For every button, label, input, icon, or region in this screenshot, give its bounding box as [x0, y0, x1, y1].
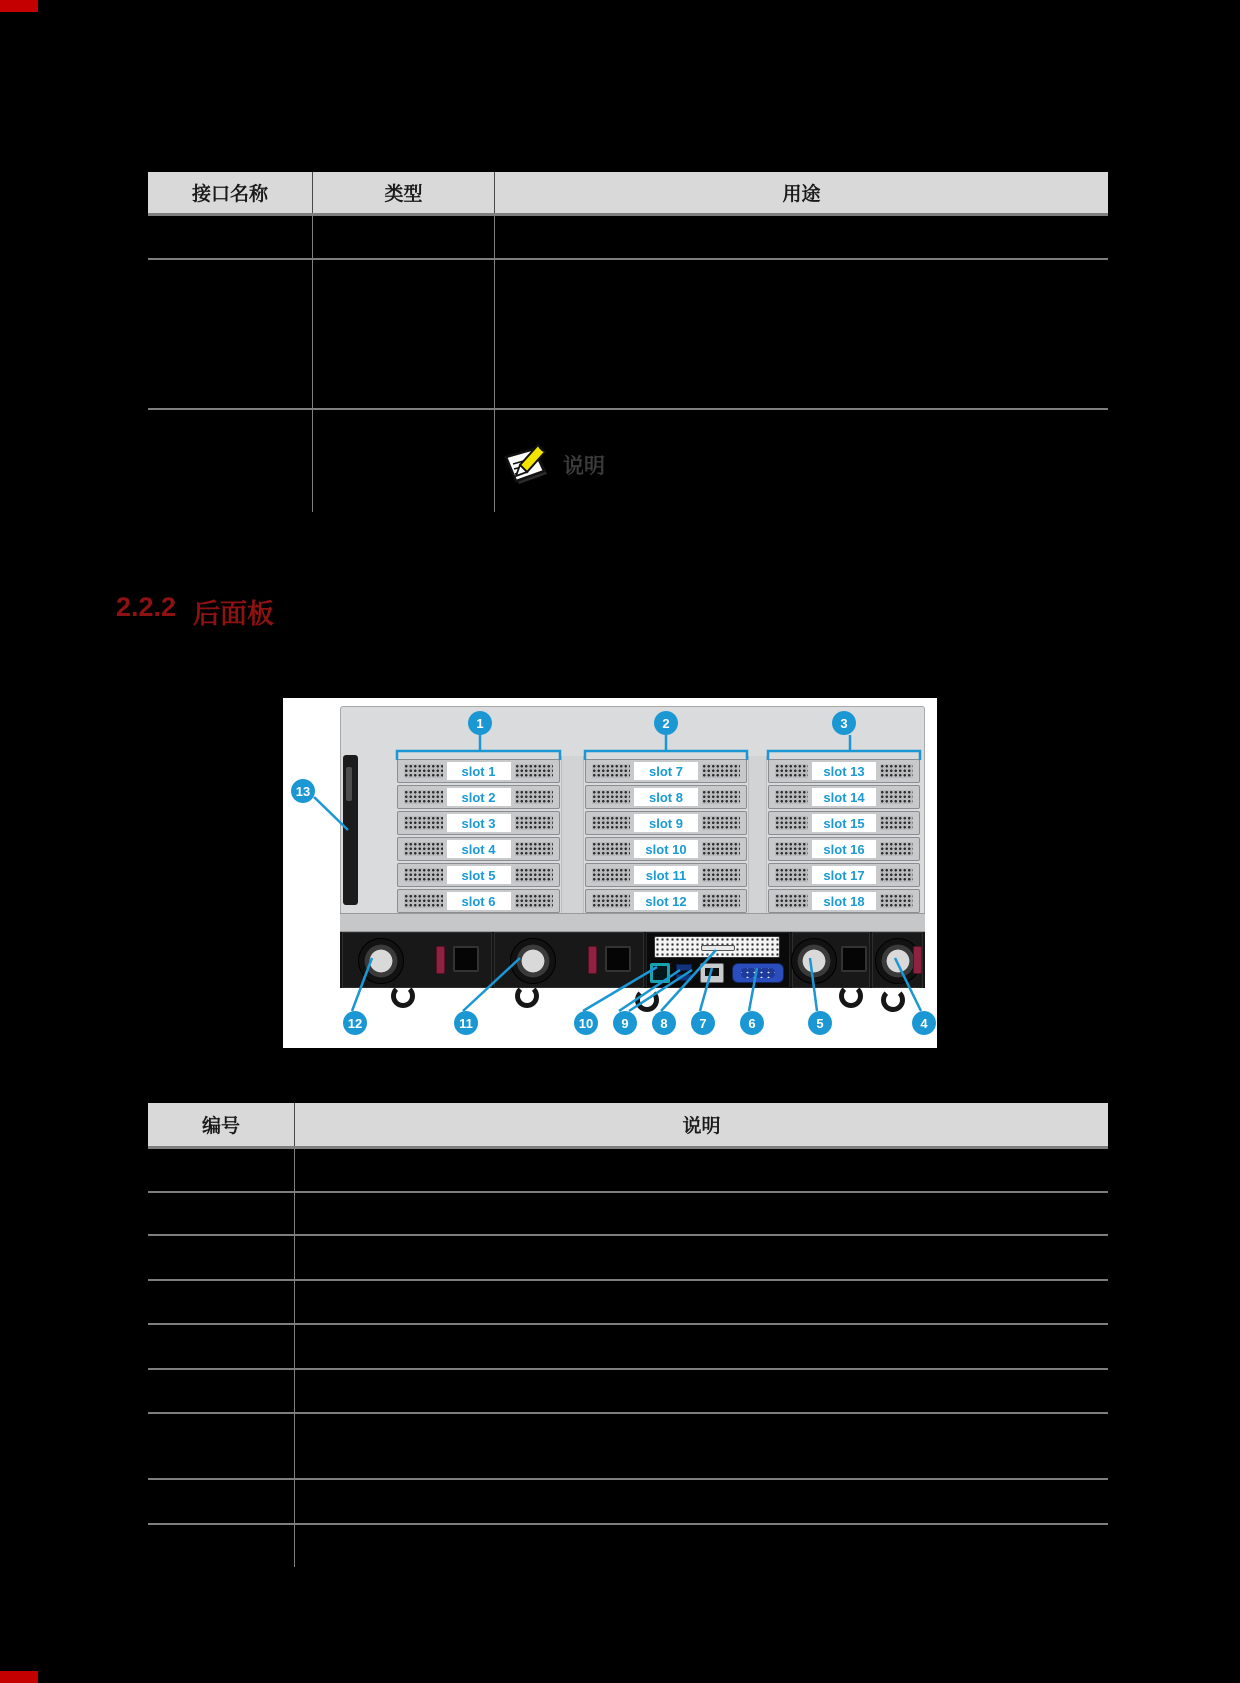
interface-table-header	[148, 172, 1108, 216]
callout-4: 4	[912, 1011, 936, 1035]
vent-grille	[702, 816, 740, 830]
power-inlet	[841, 946, 867, 972]
power-inlet	[605, 946, 631, 972]
vga-port	[732, 963, 784, 983]
slot-module	[585, 785, 747, 809]
callout-3: 3	[832, 711, 856, 735]
usb-port	[676, 974, 692, 981]
vent-grille	[404, 764, 443, 778]
power-cable	[515, 984, 539, 1008]
vent-grille	[404, 894, 443, 908]
slot-label: slot 13	[812, 762, 876, 780]
callout-5: 5	[808, 1011, 832, 1035]
slot-module	[585, 863, 747, 887]
vent-grille	[592, 764, 630, 778]
psu-fan	[358, 938, 404, 984]
red-corner-marker-bottom	[0, 1671, 38, 1683]
ocp-card	[654, 936, 780, 958]
slot-module	[768, 759, 920, 783]
vent-grille	[404, 868, 443, 882]
chassis-band	[340, 913, 925, 932]
slot-label: slot 16	[812, 840, 876, 858]
vent-grille	[702, 764, 740, 778]
callout-10: 10	[574, 1011, 598, 1035]
section-heading	[116, 592, 274, 631]
slot-label: slot 18	[812, 892, 876, 910]
slot-module	[397, 785, 560, 809]
col-header-interface-name: 接口名称	[148, 172, 313, 213]
col-header-purpose: 用途	[782, 184, 821, 205]
chassis-divider	[561, 756, 584, 916]
power-supply	[792, 932, 870, 988]
callout-6: 6	[740, 1011, 764, 1035]
note-pencil-icon	[504, 441, 550, 489]
chassis-handle	[343, 755, 358, 905]
table-row	[148, 1480, 1108, 1525]
psu-fan	[791, 938, 837, 984]
callout-1: 1	[468, 711, 492, 735]
table-row	[148, 410, 1108, 512]
power-cable	[881, 988, 905, 1012]
vent-grille	[592, 842, 630, 856]
col-header-description: 说明	[682, 1116, 721, 1137]
col-header-number: 编号	[148, 1103, 295, 1146]
slot-label: slot 2	[447, 788, 511, 806]
table-row	[148, 260, 1108, 410]
power-cable	[391, 984, 415, 1008]
power-supply	[494, 932, 644, 988]
section-number: 2.2.2	[116, 592, 177, 622]
slot-label: slot 1	[447, 762, 511, 780]
psu-latch-clip	[588, 946, 597, 974]
vent-grille	[404, 816, 443, 830]
psu-fan	[510, 938, 556, 984]
callout-9: 9	[613, 1011, 637, 1035]
legend-table	[148, 1103, 1108, 1567]
vent-grille	[775, 868, 808, 882]
slot-label: slot 5	[447, 866, 511, 884]
slot-module	[768, 811, 920, 835]
slot-module	[585, 759, 747, 783]
slot-module	[397, 863, 560, 887]
vent-grille	[404, 790, 443, 804]
slot-label: slot 10	[634, 840, 698, 858]
psu-io-row	[340, 932, 925, 988]
slot-module	[768, 785, 920, 809]
slot-module	[585, 889, 747, 913]
slot-label: slot 17	[812, 866, 876, 884]
psu-latch-clip	[913, 946, 922, 974]
table-row	[148, 1193, 1108, 1236]
interface-table	[148, 172, 1108, 512]
vent-grille	[880, 790, 913, 804]
vent-grille	[880, 894, 913, 908]
callout-2: 2	[654, 711, 678, 735]
slot-module	[397, 759, 560, 783]
slot-label: slot 6	[447, 892, 511, 910]
note-label: 说明	[563, 455, 605, 478]
col-header-type: 类型	[313, 172, 495, 213]
slot-module	[397, 837, 560, 861]
callout-13: 13	[291, 779, 315, 803]
slot-label: slot 4	[447, 840, 511, 858]
slot-label: slot 11	[634, 866, 698, 884]
vent-grille	[702, 842, 740, 856]
vent-grille	[880, 816, 913, 830]
slot-module	[768, 863, 920, 887]
slot-label: slot 14	[812, 788, 876, 806]
table-row	[148, 1149, 1108, 1193]
table-row	[148, 1236, 1108, 1281]
vent-grille	[775, 790, 808, 804]
vent-grille	[404, 842, 443, 856]
slot-label: slot 8	[634, 788, 698, 806]
vent-grille	[515, 816, 554, 830]
power-supply	[872, 932, 923, 988]
slot-module	[585, 811, 747, 835]
vent-grille	[515, 842, 554, 856]
vent-grille	[515, 868, 554, 882]
chassis-divider	[748, 756, 767, 916]
vent-grille	[515, 894, 554, 908]
slot-module	[397, 811, 560, 835]
vent-grille	[775, 842, 808, 856]
table-row	[148, 216, 1108, 260]
management-ethernet-port	[650, 963, 670, 983]
vent-grille	[592, 868, 630, 882]
vent-grille	[515, 764, 554, 778]
slot-label: slot 15	[812, 814, 876, 832]
callout-7: 7	[691, 1011, 715, 1035]
red-corner-marker-top	[0, 0, 38, 12]
ethernet-port	[700, 963, 724, 983]
section-title: 后面板	[193, 599, 275, 629]
legend-table-header	[148, 1103, 1108, 1149]
table-row	[148, 1414, 1108, 1480]
vent-grille	[880, 868, 913, 882]
vent-grille	[775, 764, 808, 778]
rear-panel-figure	[283, 698, 937, 1048]
table-row	[148, 1281, 1108, 1325]
slot-module	[768, 889, 920, 913]
slot-label: slot 12	[634, 892, 698, 910]
slot-label: slot 7	[634, 762, 698, 780]
power-cable	[635, 988, 659, 1012]
slot-module	[585, 837, 747, 861]
vent-grille	[702, 894, 740, 908]
vent-grille	[702, 790, 740, 804]
vent-grille	[592, 790, 630, 804]
slot-label: slot 3	[447, 814, 511, 832]
io-panel	[646, 932, 790, 988]
callout-12: 12	[343, 1011, 367, 1035]
vent-grille	[592, 894, 630, 908]
vent-grille	[880, 842, 913, 856]
psu-latch-clip	[436, 946, 445, 974]
vent-grille	[775, 816, 808, 830]
vent-grille	[880, 764, 913, 778]
power-supply	[342, 932, 492, 988]
vent-grille	[702, 868, 740, 882]
power-cable	[839, 984, 863, 1008]
slot-label: slot 9	[634, 814, 698, 832]
table-row	[148, 1370, 1108, 1414]
slot-module	[397, 889, 560, 913]
callout-11: 11	[454, 1011, 478, 1035]
callout-8: 8	[652, 1011, 676, 1035]
usb-port	[676, 964, 692, 971]
vent-grille	[592, 816, 630, 830]
note-callout	[495, 410, 1108, 489]
vent-grille	[775, 894, 808, 908]
power-inlet	[453, 946, 479, 972]
vent-grille	[515, 790, 554, 804]
slot-module	[768, 837, 920, 861]
table-row	[148, 1525, 1108, 1567]
table-row	[148, 1325, 1108, 1370]
